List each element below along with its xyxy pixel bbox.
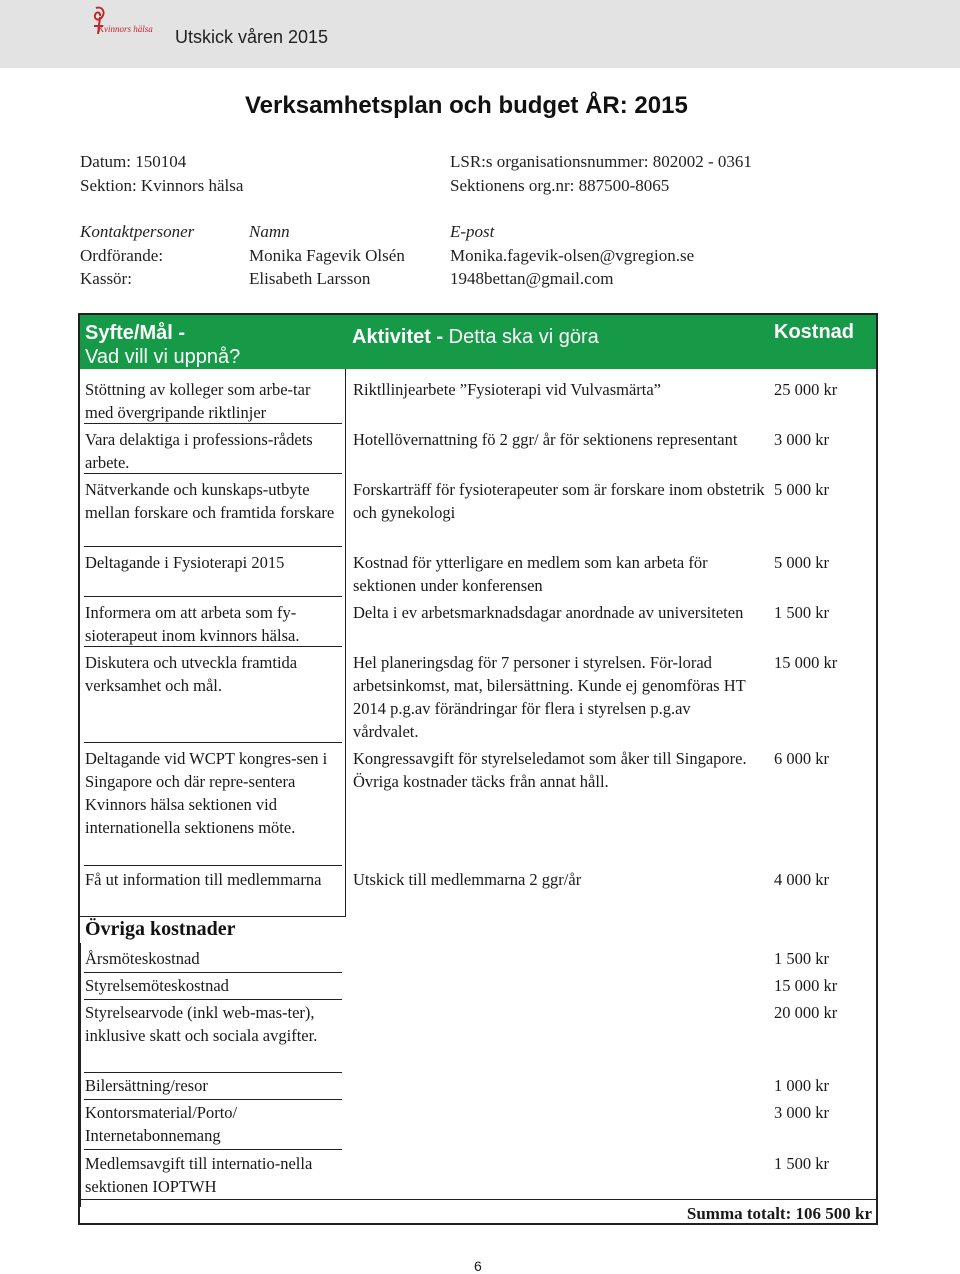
row-purpose: Diskutera och utveckla framtida verksamhet och mål. <box>85 653 298 695</box>
header-activity <box>352 326 599 349</box>
header-title: Utskick våren 2015 <box>175 27 329 47</box>
other-label: Styrelsearvode (inkl web-mas-ter), inklusive skatt och sociala avgifter. <box>85 1003 318 1045</box>
row-divider <box>84 865 342 866</box>
treasurer-role: Kassör: <box>80 269 132 288</box>
logo-text: Kvinnors hälsa <box>98 24 153 34</box>
other-costs-heading: Övriga kostnader <box>85 918 236 940</box>
row-divider <box>84 473 342 474</box>
row-activity: Delta i ev arbetsmarknadsdagar anordnade av universiteten <box>353 603 744 622</box>
other-label: Bilersättning/resor <box>85 1076 208 1095</box>
row-activity: Utskick till medlemmarna 2 ggr/år <box>353 870 582 889</box>
row-activity: Hel planeringsdag för 7 personer i styrelsen. För-lorad arbetsinkomst, mat, bilersättning. Kunde ej genomföras HT 2014 p.g.av förändringar för flera i styrelsen p.g.av vårdvalet. <box>353 653 746 741</box>
budget-table <box>78 313 878 1225</box>
table-header <box>80 315 876 369</box>
other-cost: 1 000 kr <box>774 1076 829 1095</box>
other-label: Styrelsemöteskostnad <box>85 976 229 995</box>
section-label: Sektion: Kvinnors hälsa <box>80 176 244 195</box>
contacts-header-role: Kontaktpersoner <box>80 222 195 241</box>
header-cost-text: Kostnad <box>774 321 854 343</box>
row-divider <box>84 546 342 547</box>
row-cost: 5 000 kr <box>774 553 829 572</box>
other-cost: 20 000 kr <box>774 1003 838 1022</box>
header-purpose-bold: Syfte/Mål - <box>85 322 186 344</box>
other-cost: 3 000 kr <box>774 1103 829 1122</box>
row-divider <box>84 1072 342 1073</box>
row-purpose: Deltagande i Fysioterapi 2015 <box>85 553 285 572</box>
page-number: 6 <box>474 1258 482 1274</box>
date-label: Datum: 150104 <box>80 152 187 171</box>
total-divider <box>80 1199 876 1200</box>
page-title: Verksamhetsplan och budget ÅR: 2015 <box>245 92 688 119</box>
section-org-number: Sektionens org.nr: 887500-8065 <box>450 176 670 195</box>
header-cost <box>774 321 854 344</box>
treasurer-name: Elisabeth Larsson <box>249 269 371 288</box>
row-purpose: Deltagande vid WCPT kongres-sen i Singapore och där repre-sentera Kvinnors hälsa sektionen vid internationella sektionens möte. <box>85 749 328 837</box>
row-activity: Hotellövernattning fö 2 ggr/ år för sektionens representant <box>353 430 738 449</box>
other-left-edge <box>80 943 81 1207</box>
header-purpose <box>85 321 240 369</box>
row-divider <box>84 742 342 743</box>
contacts-header-email: E-post <box>450 222 495 241</box>
row-activity: Riktllinjearbete ”Fysioterapi vid Vulvasmärta” <box>353 380 661 399</box>
row-cost: 15 000 kr <box>774 653 838 672</box>
chair-email[interactable]: Monika.fagevik-olsen@vgregion.se <box>450 246 695 265</box>
row-cost: 6 000 kr <box>774 749 829 768</box>
row-cost: 4 000 kr <box>774 870 829 889</box>
org-number: LSR:s organisationsnummer: 802002 - 0361 <box>450 152 752 171</box>
header-purpose-rest: Vad vill vi uppnå? <box>85 346 241 368</box>
row-divider <box>84 646 342 647</box>
section-divider <box>80 916 346 917</box>
other-label: Kontorsmaterial/Porto/ Internetabonnemang <box>85 1103 238 1145</box>
row-divider <box>84 1099 342 1100</box>
row-cost: 5 000 kr <box>774 480 829 499</box>
chair-name: Monika Fagevik Olsén <box>249 246 405 265</box>
other-cost: 1 500 kr <box>774 1154 829 1173</box>
row-divider <box>84 999 342 1000</box>
row-cost: 1 500 kr <box>774 603 829 622</box>
row-divider <box>84 596 342 597</box>
treasurer-email[interactable]: 1948bettan@gmail.com <box>450 269 614 288</box>
other-cost: 1 500 kr <box>774 949 829 968</box>
row-purpose: Vara delaktiga i professions-rådets arbete. <box>85 430 313 472</box>
row-activity: Forskarträff för fysioterapeuter som är forskare inom obstetrik och gynekologi <box>353 480 765 522</box>
other-cost: 15 000 kr <box>774 976 838 995</box>
header-activity-bold: Aktivitet - <box>352 326 444 348</box>
row-purpose: Få ut information till medlemmarna <box>85 870 322 889</box>
row-divider <box>84 423 342 424</box>
header-activity-rest: Detta ska vi göra <box>443 326 599 348</box>
row-activity: Kongressavgift för styrelseledamot som åker till Singapore. Övriga kostnader täcks från annat håll. <box>353 749 747 791</box>
row-purpose: Informera om att arbeta som fy-sioterapeut inom kvinnors hälsa. <box>85 603 300 645</box>
row-activity: Kostnad för ytterligare en medlem som kan arbeta för sektionen under konferensen <box>353 553 708 595</box>
row-purpose: Stöttning av kolleger som arbe-tar med övergripande riktlinjer <box>85 380 311 422</box>
column-divider <box>345 369 346 916</box>
total-sum: Summa totalt: 106 500 kr <box>686 1204 872 1223</box>
other-label: Medlemsavgift till internatio-nella sektionen IOPTWH <box>85 1154 313 1196</box>
row-purpose: Nätverkande och kunskaps-utbyte mellan forskare och framtida forskare <box>85 480 335 522</box>
row-cost: 25 000 kr <box>774 380 838 399</box>
other-label: Årsmöteskostnad <box>85 949 200 968</box>
row-divider <box>84 972 342 973</box>
row-cost: 3 000 kr <box>774 430 829 449</box>
contacts-header-name: Namn <box>249 222 290 241</box>
chair-role: Ordförande: <box>80 246 164 265</box>
row-divider <box>84 1149 342 1150</box>
